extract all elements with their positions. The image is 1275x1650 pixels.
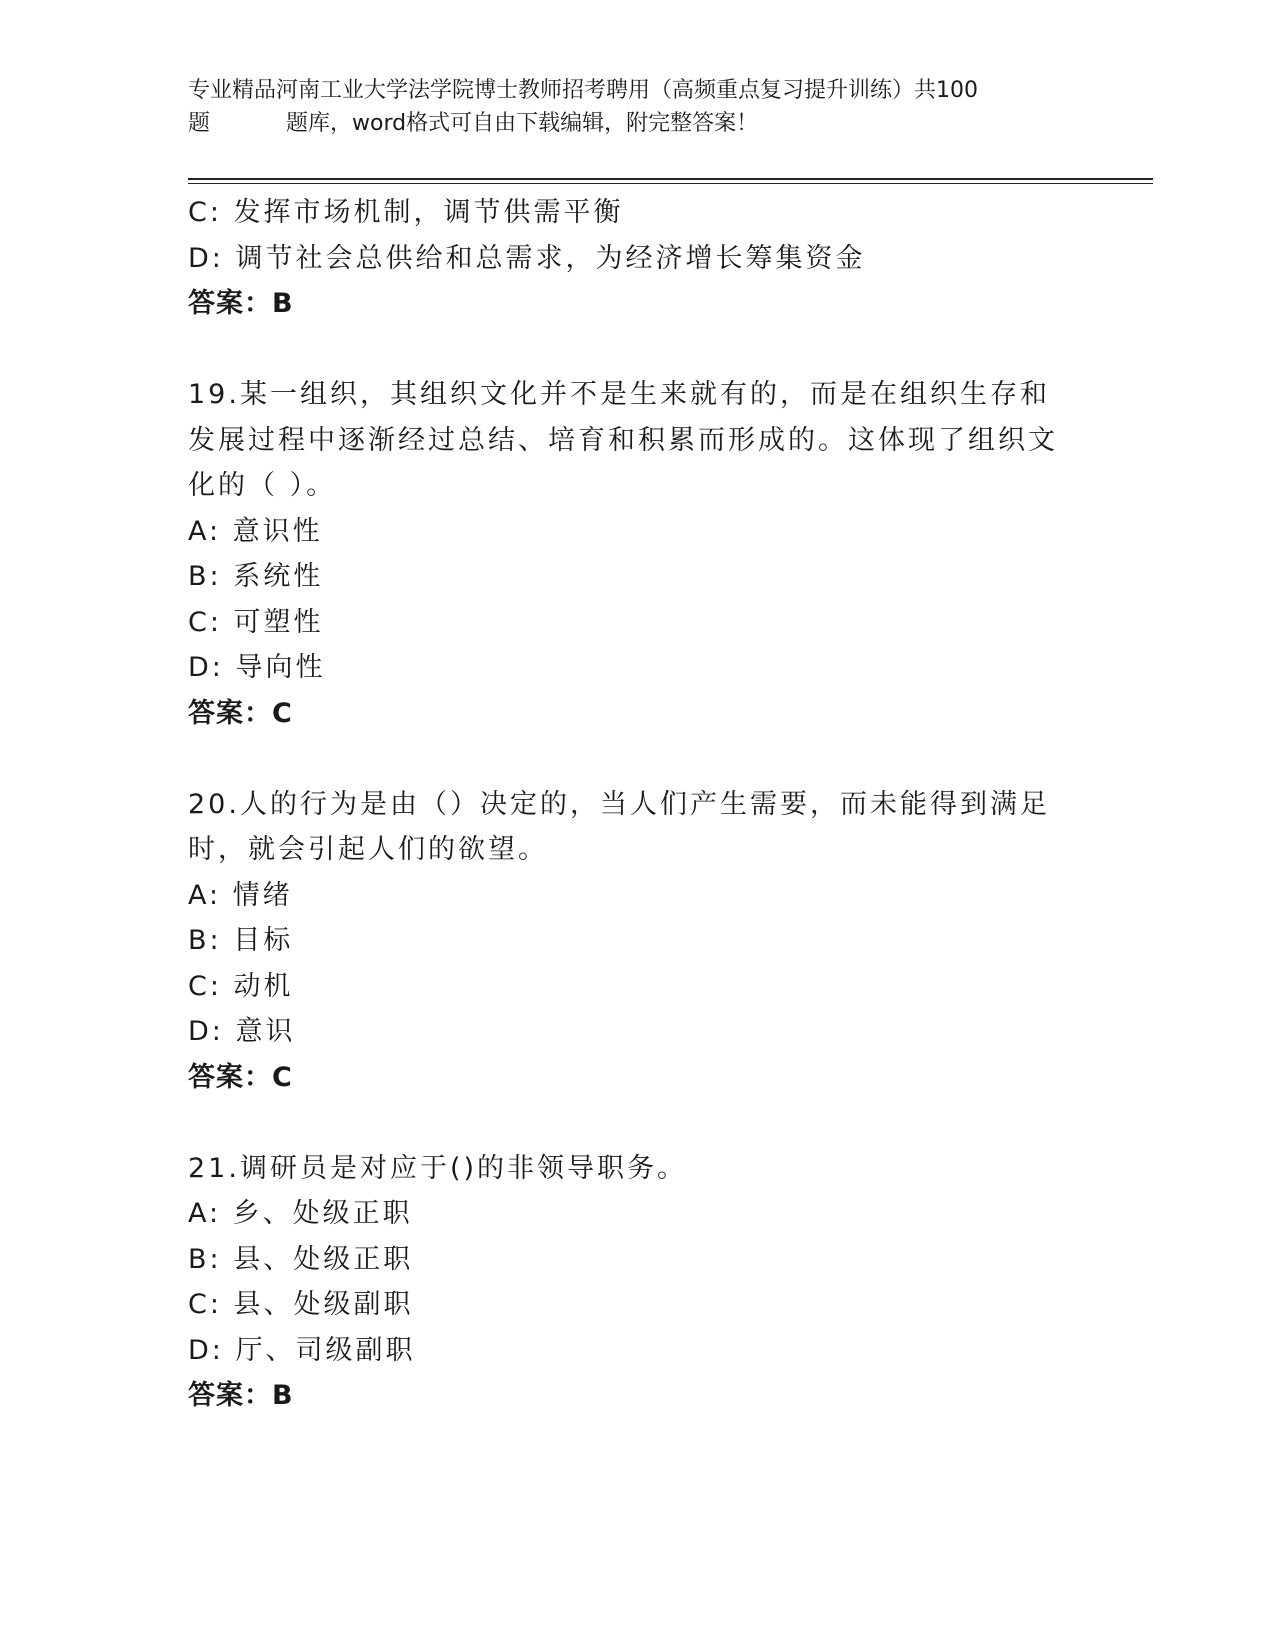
option-b: B: 县、处级正职 — [188, 1243, 414, 1275]
header-title-line1: 专业精品河南工业大学法学院博士教师招考聘用（高频重点复习提升训练）共100 — [188, 78, 978, 103]
answer-line: 答案：B — [188, 288, 294, 319]
header-divider-thin — [188, 183, 1153, 184]
header-line2-rest: 题库，word格式可自由下载编辑，附完整答案！ — [286, 111, 759, 136]
question-content — [188, 190, 1088, 1419]
option-c: C: 县、处级副职 — [188, 1289, 414, 1320]
question-18-continuation — [188, 190, 1088, 327]
answer-line: 答案：B — [188, 1380, 294, 1411]
answer-line: 答案：C — [188, 1061, 293, 1093]
answer-line: 答案：C — [188, 697, 293, 729]
option-b: B: 系统性 — [188, 561, 324, 592]
question-20 — [188, 782, 1088, 1101]
question-21 — [188, 1146, 1088, 1419]
document-header — [188, 74, 1088, 140]
option-c: C: 发挥市场机制，调节供需平衡 — [188, 197, 624, 228]
option-d: D: 导向性 — [188, 652, 326, 683]
header-title-line2 — [188, 107, 1088, 140]
option-a: A: 乡、处级正职 — [188, 1198, 413, 1229]
header-line2-start: 题 — [188, 111, 211, 136]
question-19 — [188, 372, 1088, 736]
option-d: D: 调节社会总供给和总需求，为经济增长筹集资金 — [188, 242, 866, 274]
option-b: B: 目标 — [188, 925, 294, 956]
question-stem: 20.人的行为是由（）决定的，当人们产生需要，而未能得到满足时，就会引起人们的欲望。 — [188, 788, 1050, 865]
option-c: C: 可塑性 — [188, 606, 324, 638]
option-a: A: 意识性 — [188, 515, 323, 547]
option-d: D: 意识 — [188, 1016, 296, 1047]
option-d: D: 厅、司级副职 — [188, 1334, 416, 1366]
option-a: A: 情绪 — [188, 879, 293, 911]
option-c: C: 动机 — [188, 970, 294, 1002]
header-divider-thick — [188, 178, 1153, 180]
question-stem: 19.某一组织，其组织文化并不是生来就有的，而是在组织生存和发展过程中逐渐经过总结、培育和积累而形成的。这体现了组织文化的（ ）。 — [188, 379, 1058, 501]
question-stem: 21.调研员是对应于()的非领导职务。 — [188, 1152, 688, 1184]
